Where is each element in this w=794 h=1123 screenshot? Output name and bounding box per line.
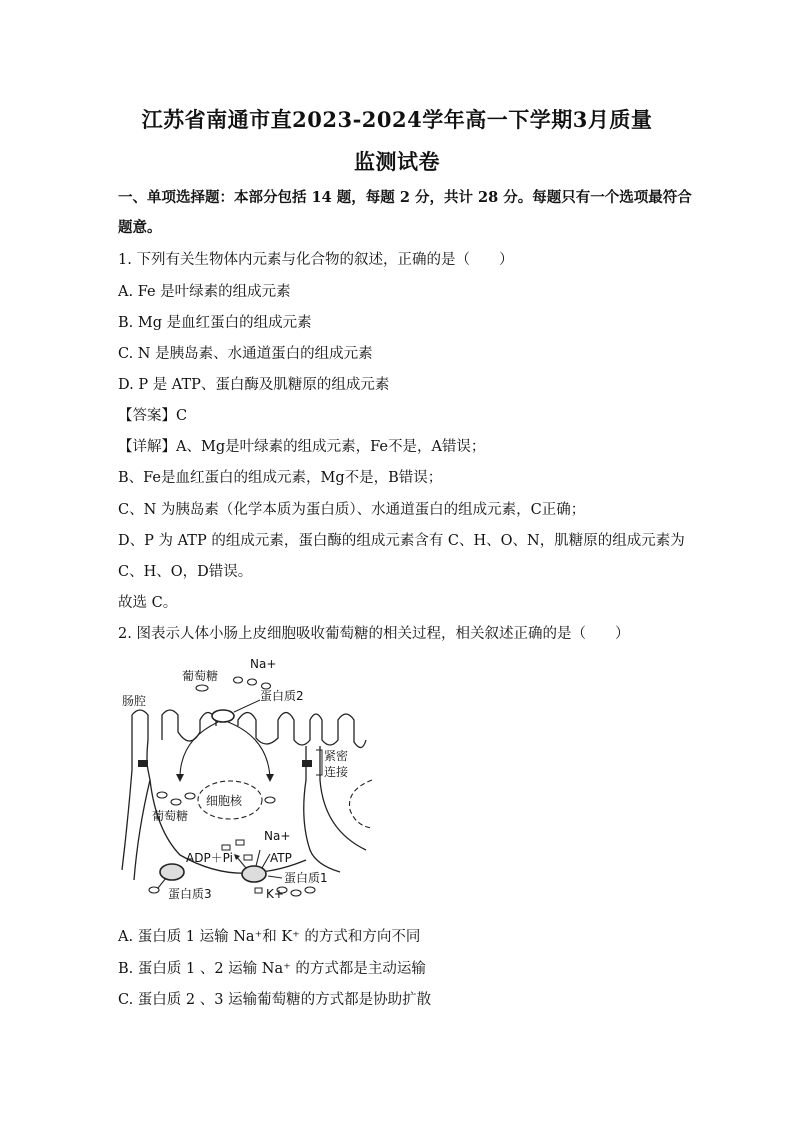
protein-2-transporter [212, 710, 234, 722]
q1-option-c: C. N 是胰岛素、水通道蛋白的组成元素 [118, 346, 373, 362]
q1-explanation-4: D、P 为 ATP 的组成元素，蛋白酶的组成元素含有 C、H、O、N，肌糖原的组成元素为 [118, 533, 685, 549]
tight-junction-right [302, 760, 312, 767]
q1-explanation-6: 故选 C。 [118, 595, 178, 611]
q1-answer: 【答案】C [118, 408, 188, 424]
intestinal-cell-diagram [110, 650, 390, 900]
tight-junction-left [138, 760, 148, 767]
protein-3-transporter [160, 864, 184, 880]
section-header-line-1: 一、单项选择题：本部分包括 14 题，每题 2 分，共计 28 分。每题只有一个选项最符合 [118, 189, 692, 206]
q1-option-b: B. Mg 是血红蛋白的组成元素 [118, 315, 312, 331]
label-glucose-inside: 葡萄糖 [152, 809, 189, 823]
label-glucose-top: 葡萄糖 [182, 669, 219, 683]
q1-option-d: D. P 是 ATP、蛋白酶及肌糖原的组成元素 [118, 377, 390, 393]
label-nucleus: 细胞核 [206, 794, 243, 808]
q2-option-c: C. 蛋白质 2 、3 运输葡萄糖的方式都是协助扩散 [118, 992, 432, 1008]
q1-stem: 1. 下列有关生物体内元素与化合物的叙述，正确的是（ ） [118, 252, 514, 268]
label-protein-3: 蛋白质3 [168, 887, 212, 900]
label-atp: ATP [270, 851, 292, 865]
q1-option-a: A. Fe 是叶绿素的组成元素 [118, 284, 291, 300]
q2-stem: 2. 图表示人体小肠上皮细胞吸收葡萄糖的相关过程，相关叙述正确的是（ ） [118, 626, 630, 642]
q1-explanation-1: 【详解】A、Mg是叶绿素的组成元素，Fe不是，A错误； [118, 439, 486, 455]
section-header-line-2: 题意。 [118, 219, 162, 236]
document-title-line-1: 江苏省南通市直2023-2024学年高一下学期3月质量 [141, 107, 653, 132]
label-protein-2: 蛋白质2 [260, 689, 304, 703]
label-adp-pi: ADP＋Pi [186, 851, 233, 865]
q2-option-a: A. 蛋白质 1 运输 Na⁺和 K⁺ 的方式和方向不同 [118, 929, 421, 945]
q1-explanation-2: B、Fe是血红蛋白的组成元素，Mg不是，B错误； [118, 470, 443, 486]
label-protein-1: 蛋白质1 [284, 871, 328, 885]
label-k: K+ [266, 887, 284, 900]
q2-option-b: B. 蛋白质 1 、2 运输 Na⁺ 的方式都是主动运输 [118, 961, 426, 977]
label-lumen: 肠腔 [122, 694, 147, 708]
label-na-bottom: Na+ [264, 829, 291, 843]
label-tight-junction-1: 紧密 [324, 749, 349, 763]
q1-explanation-5: C、H、O，D错误。 [118, 564, 253, 580]
q1-explanation-3: C、N 为胰岛素（化学本质为蛋白质）、水通道蛋白的组成元素，C正确； [118, 502, 586, 518]
label-na-top: Na+ [250, 657, 277, 671]
label-tight-junction-2: 连接 [324, 765, 349, 779]
protein-1-pump [242, 866, 266, 882]
document-title-line-2: 监测试卷 [354, 149, 440, 174]
